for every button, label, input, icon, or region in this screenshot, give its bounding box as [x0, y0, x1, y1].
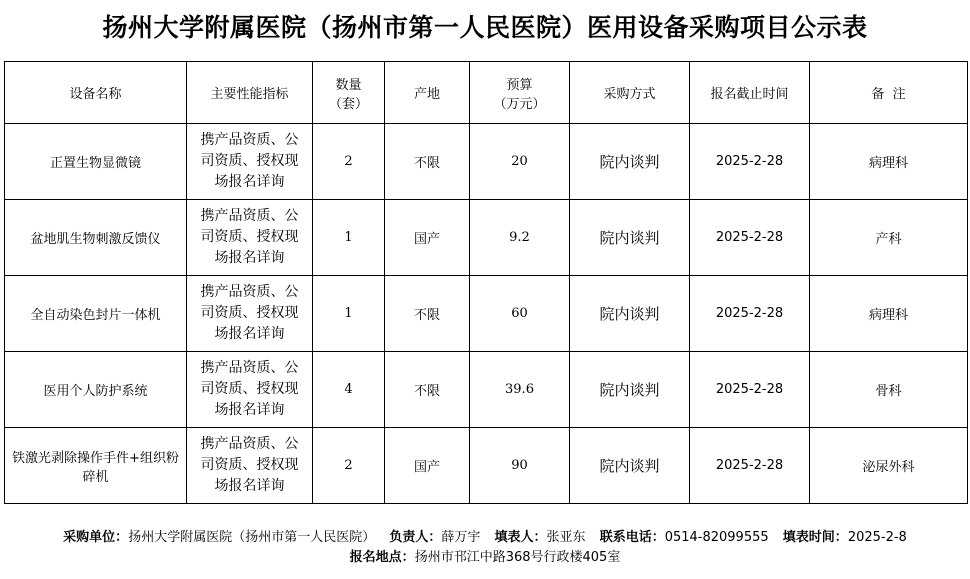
cell-deadline: 2025-2-28: [690, 124, 810, 200]
cell-name: 全自动染色封片一体机: [5, 276, 187, 352]
cell-method: 院内谈判: [570, 428, 690, 504]
cell-origin: 不限: [385, 276, 470, 352]
header-name: 设备名称: [5, 62, 187, 124]
cell-budget: 60: [470, 276, 570, 352]
cell-name: 盆地肌生物刺激反馈仪: [5, 200, 187, 276]
cell-spec: 携产品资质、公司资质、授权现场报名详询: [187, 124, 313, 200]
cell-name: 铁激光剥除操作手件+组织粉碎机: [5, 428, 187, 504]
header-remark: 备 注: [810, 62, 968, 124]
header-qty: [313, 62, 385, 124]
cell-qty: 1: [313, 276, 385, 352]
table-header-row: [5, 62, 968, 124]
cell-remark: 产科: [810, 200, 968, 276]
cell-origin: 国产: [385, 428, 470, 504]
header-spec: 主要性能指标: [187, 62, 313, 124]
cell-spec: 携产品资质、公司资质、授权现场报名详询: [187, 200, 313, 276]
header-budget-line1: 预算: [506, 77, 533, 93]
cell-budget: 20: [470, 124, 570, 200]
cell-spec: 携产品资质、公司资质、授权现场报名详询: [187, 428, 313, 504]
cell-budget: 39.6: [470, 352, 570, 428]
footer-contact-line: [0, 526, 970, 545]
table-row: [5, 200, 968, 276]
cell-deadline: 2025-2-28: [690, 352, 810, 428]
cell-qty: 1: [313, 200, 385, 276]
phone-label: 联系电话：: [599, 530, 665, 545]
cell-origin: 不限: [385, 352, 470, 428]
table-row: [5, 428, 968, 504]
location-value: 扬州市邗江中路368号行政楼405室: [414, 550, 621, 565]
table-row: [5, 352, 968, 428]
procurement-table: [4, 61, 968, 504]
unit-label: 采购单位：: [63, 530, 129, 545]
cell-name: 医用个人防护系统: [5, 352, 187, 428]
cell-qty: 2: [313, 428, 385, 504]
footer-location-line: [0, 546, 970, 565]
cell-remark: 病理科: [810, 276, 968, 352]
header-deadline: 报名截止时间: [690, 62, 810, 124]
cell-budget: 9.2: [470, 200, 570, 276]
filler-value: 张亚东: [546, 530, 586, 545]
cell-method: 院内谈判: [570, 352, 690, 428]
date-value: 2025-2-8: [847, 530, 907, 545]
cell-method: 院内谈判: [570, 276, 690, 352]
cell-origin: 不限: [385, 124, 470, 200]
cell-deadline: 2025-2-28: [690, 428, 810, 504]
cell-deadline: 2025-2-28: [690, 200, 810, 276]
cell-qty: 2: [313, 124, 385, 200]
cell-name: 正置生物显微镜: [5, 124, 187, 200]
header-budget: [470, 62, 570, 124]
table-row: [5, 276, 968, 352]
table-row: [5, 124, 968, 200]
location-label: 报名地点：: [349, 550, 415, 565]
cell-remark: 骨科: [810, 352, 968, 428]
cell-remark: 泌尿外科: [810, 428, 968, 504]
leader-value: 薛万宇: [441, 530, 481, 545]
date-label: 填表时间：: [782, 530, 848, 545]
unit-value: 扬州大学附属医院（扬州市第一人民医院）: [128, 530, 376, 545]
cell-spec: 携产品资质、公司资质、授权现场报名详询: [187, 276, 313, 352]
cell-method: 院内谈判: [570, 124, 690, 200]
cell-origin: 国产: [385, 200, 470, 276]
header-method: 采购方式: [570, 62, 690, 124]
cell-spec: 携产品资质、公司资质、授权现场报名详询: [187, 352, 313, 428]
header-budget-line2: （万元）: [493, 96, 546, 112]
cell-budget: 90: [470, 428, 570, 504]
cell-qty: 4: [313, 352, 385, 428]
leader-label: 负责人：: [389, 530, 442, 545]
cell-remark: 病理科: [810, 124, 968, 200]
page-title: 扬州大学附属医院（扬州市第一人民医院）医用设备采购项目公示表: [102, 13, 868, 42]
header-qty-line2: （套）: [328, 96, 368, 112]
cell-method: 院内谈判: [570, 200, 690, 276]
header-qty-line1: 数量: [335, 77, 362, 93]
filler-label: 填表人：: [494, 530, 547, 545]
header-origin: 产地: [385, 62, 470, 124]
cell-deadline: 2025-2-28: [690, 276, 810, 352]
phone-value: 0514-82099555: [664, 530, 769, 545]
